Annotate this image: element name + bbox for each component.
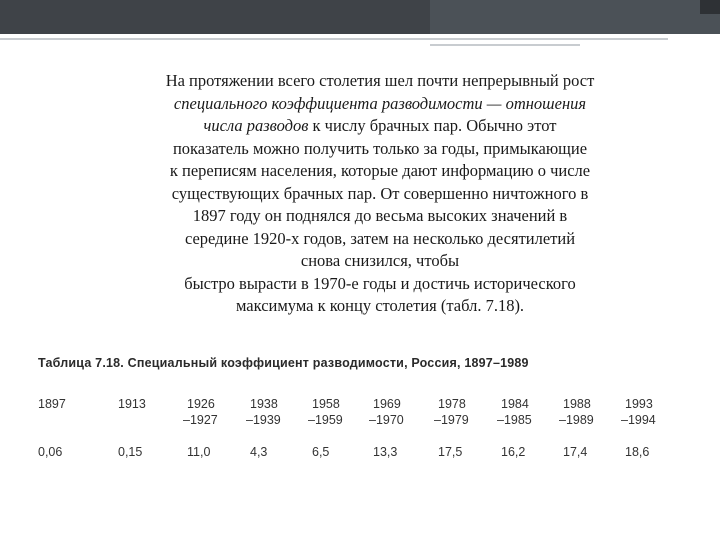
paragraph-line: специального коэффициента разводимости — отношения — [173, 93, 587, 113]
paragraph-line: снова снизился, чтобы — [300, 251, 460, 270]
year-line-1: 1988 — [563, 397, 591, 411]
value-cell: 13,3 — [373, 445, 398, 459]
year-line-2: –1989 — [559, 413, 594, 427]
value-cell: 18,6 — [625, 445, 650, 459]
paragraph-line: середине 1920-х годов, затем на несколько десятилетий — [184, 228, 576, 248]
value-cell: 11,0 — [187, 445, 211, 459]
paragraph-fragment: к числу брачных пар. Обычно этот — [308, 116, 557, 135]
year-line-2: –1959 — [308, 413, 343, 427]
year-line-1: 1897 — [38, 397, 66, 411]
header-corner-accent — [700, 0, 720, 14]
year-cell — [308, 396, 370, 428]
year-line-1: 1969 — [373, 397, 401, 411]
paragraph-line: показатель можно получить только за годы, примыкающие — [172, 138, 588, 158]
year-line-2: –1970 — [369, 413, 404, 427]
year-cell — [369, 396, 431, 428]
year-line-1: 1913 — [118, 397, 146, 411]
value-cell: 17,5 — [438, 445, 463, 459]
header-underline-short — [430, 44, 580, 46]
paragraph-line: существующих брачных пар. От совершенно ничтожного в — [171, 183, 589, 203]
paragraph-line: 1897 году он поднялся до весьма высоких значений в — [192, 206, 568, 225]
table-row-years — [38, 396, 678, 432]
value-cell: 0,06 — [38, 445, 63, 459]
slide-header-bar — [0, 0, 720, 34]
year-cell — [118, 396, 180, 412]
year-cell — [559, 396, 621, 428]
year-line-1: 1926 — [187, 397, 215, 411]
header-underline-long — [0, 38, 668, 40]
paragraph-line: максимума к концу столетия (табл. 7.18). — [235, 296, 525, 315]
year-cell — [183, 396, 245, 428]
year-cell — [38, 396, 100, 412]
year-line-1: 1938 — [250, 397, 278, 411]
year-cell — [434, 396, 496, 428]
year-line-2: –1927 — [183, 413, 218, 427]
table-row-values — [38, 444, 678, 464]
divorce-rate-table — [38, 396, 678, 464]
header-stripe-left — [0, 0, 430, 34]
year-line-1: 1984 — [501, 397, 529, 411]
year-line-1: 1993 — [625, 397, 653, 411]
year-cell — [497, 396, 559, 428]
year-line-2: –1979 — [434, 413, 469, 427]
year-line-2: –1939 — [246, 413, 281, 427]
paragraph-line — [80, 115, 680, 138]
value-cell: 16,2 — [501, 445, 526, 459]
table-title: Таблица 7.18. Специальный коэффициент разводимости, Россия, 1897–1989 — [38, 356, 529, 370]
year-line-2: –1994 — [621, 413, 656, 427]
value-cell: 4,3 — [250, 445, 268, 459]
year-line-1: 1958 — [312, 397, 340, 411]
year-line-2: –1985 — [497, 413, 532, 427]
year-cell — [246, 396, 308, 428]
value-cell: 0,15 — [118, 445, 143, 459]
paragraph-line: быстро вырасти в 1970-е годы и достичь исторического — [184, 273, 576, 293]
value-cell: 6,5 — [312, 445, 330, 459]
header-stripe-right — [430, 0, 720, 34]
paragraph-italic-fragment: числа разводов — [203, 116, 309, 135]
paragraph-line: к переписям населения, которые дают информацию о числе — [169, 161, 591, 180]
paragraph-line: На протяжении всего столетия шел почти непрерывный рост — [165, 71, 595, 90]
year-line-1: 1978 — [438, 397, 466, 411]
year-cell — [621, 396, 683, 428]
body-paragraph — [80, 70, 680, 318]
value-cell: 17,4 — [563, 445, 588, 459]
